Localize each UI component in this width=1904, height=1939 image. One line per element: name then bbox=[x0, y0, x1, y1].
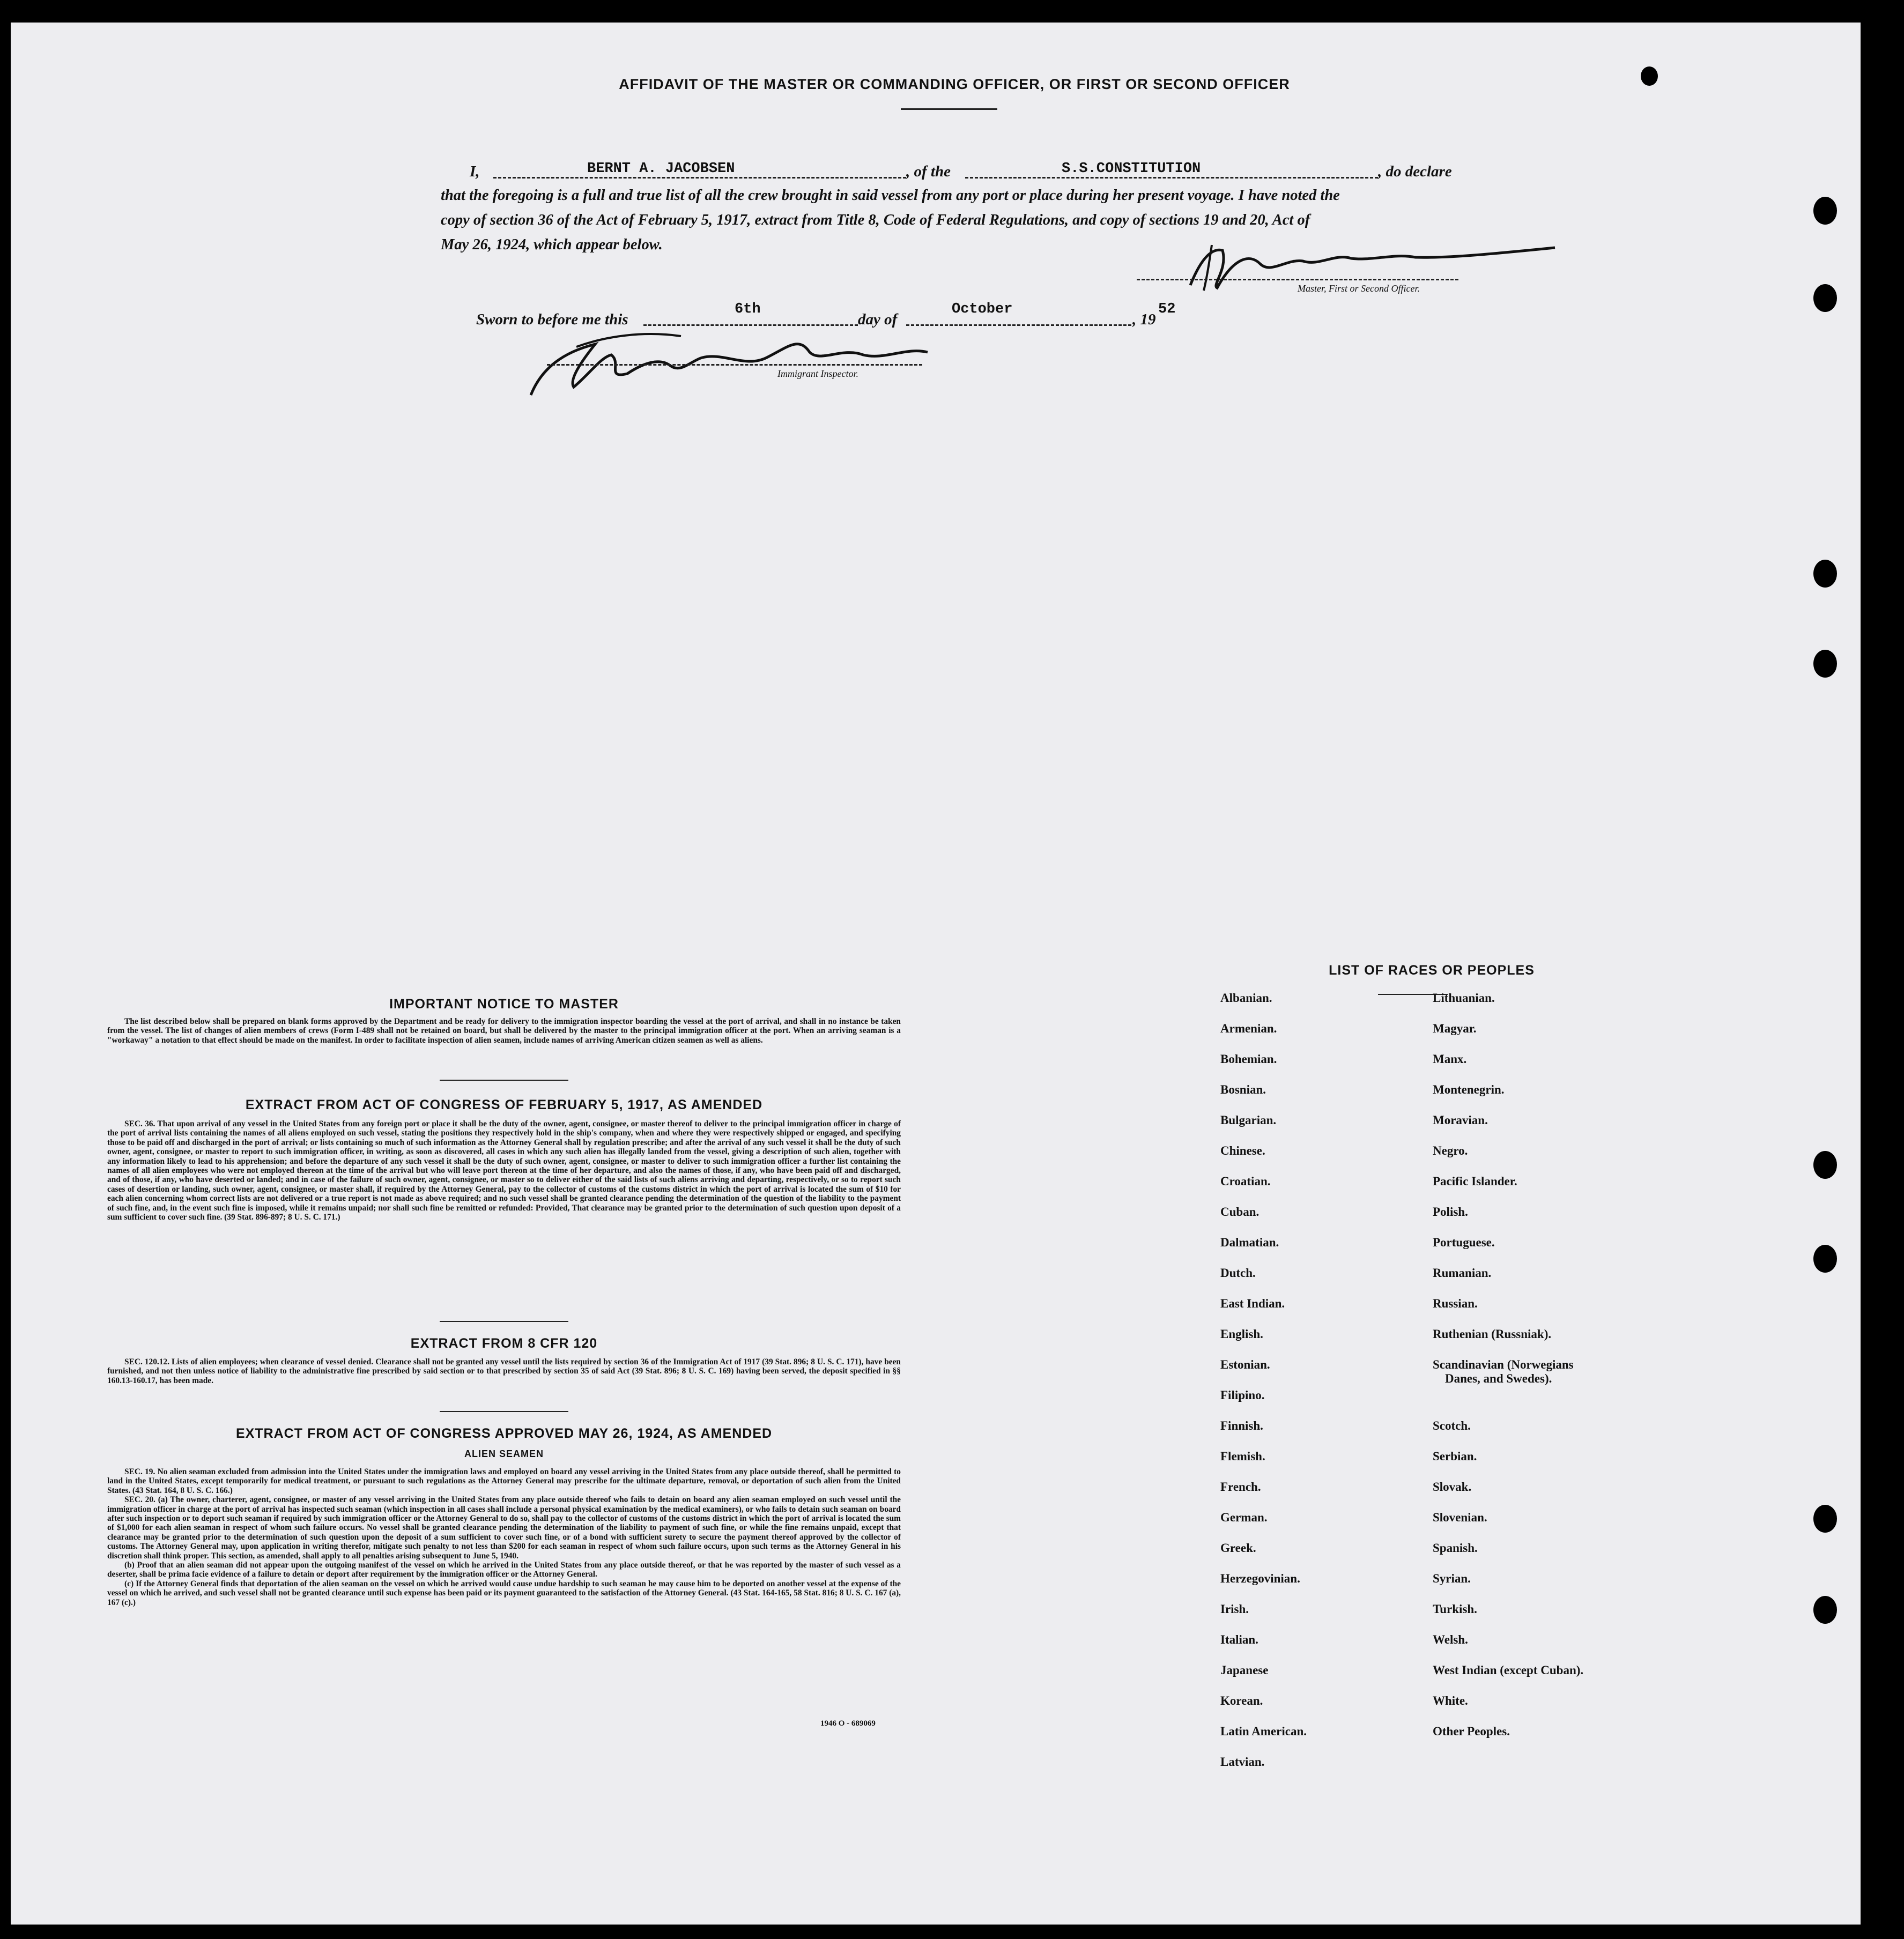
binder-hole bbox=[1813, 560, 1837, 588]
notice-paragraph: The list described below shall be prepared on blank forms approved by the Department and be ready for delivery to the immigration inspector boarding the vessel at the port of arrival, and shall in no instance be taken from the vessel. The list of changes of alien members of crews (Form I-489 shall not be retained on board, but shall be delivered by the master to the principal immigration officer at the port. When an arriving seaman is a "workaway" a notation to that effect should be made on the manifest. In order to facilitate inspection of alien seamen, include names of arriving American citizen seamen as well as aliens. bbox=[107, 1017, 901, 1045]
notice-rule bbox=[440, 1080, 568, 1081]
section-20c-paragraph: (c) If the Attorney General finds that deportation of the alien seaman on the vessel on which he arrived would cause undue hardship to such seaman he may cause him to be deported on another vessel at the expense of the vessel on which he arrived, and such vessel shall not be granted clearance until such expense has been paid or its payment guaranteed to the satisfaction of the Attorney General. (43 Stat. 164-165, 58 Stat. 816; 8 U. S. C. 167 (a), 167 (c).) bbox=[107, 1579, 901, 1607]
extract-1917-rule bbox=[440, 1321, 568, 1322]
race-item: East Indian. bbox=[1220, 1297, 1285, 1310]
race-item: Scotch. bbox=[1433, 1419, 1471, 1432]
alien-seamen-subheading: ALIEN SEAMEN bbox=[464, 1448, 544, 1459]
name-blank bbox=[493, 177, 906, 179]
race-item: Dalmatian. bbox=[1220, 1236, 1279, 1249]
master-name: BERNT A. JACOBSEN bbox=[587, 161, 735, 177]
affidavit-heading: AFFIDAVIT OF THE MASTER OR COMMANDING OFFICER, OR FIRST OR SECOND OFFICER bbox=[619, 76, 1290, 92]
race-item: Syrian. bbox=[1433, 1572, 1471, 1585]
year-prefix: , 19 bbox=[1132, 311, 1156, 328]
race-item: Montenegrin. bbox=[1433, 1083, 1505, 1096]
race-item: Pacific Islander. bbox=[1433, 1175, 1517, 1188]
section-20b-paragraph: (b) Proof that an alien seaman did not appear upon the outgoing manifest of the vessel on which he arrived in the United States from any place outside thereof, or that he was reported by the master of such vessel as a deserter, shall be prima facie evidence of a failure to detain or deport after requirement by the immigration officer or the Attorney General. bbox=[107, 1561, 901, 1579]
vessel-blank bbox=[965, 177, 1378, 179]
binder-hole bbox=[1641, 66, 1658, 86]
race-item: English. bbox=[1220, 1327, 1263, 1341]
cfr-heading: EXTRACT FROM 8 CFR 120 bbox=[410, 1336, 598, 1351]
print-code: 1946 O - 689069 bbox=[820, 1719, 876, 1728]
extract-1917-heading: EXTRACT FROM ACT OF CONGRESS OF FEBRUARY 5, 1917, AS AMENDED bbox=[245, 1097, 763, 1112]
race-item: Korean. bbox=[1220, 1694, 1263, 1707]
race-item: Turkish. bbox=[1433, 1602, 1477, 1616]
inspector-signature bbox=[520, 315, 960, 406]
master-caption: Master, First or Second Officer. bbox=[1298, 283, 1420, 294]
race-item: Lithuanian. bbox=[1433, 991, 1495, 1005]
month-value: October bbox=[952, 301, 1013, 317]
race-item: Albanian. bbox=[1220, 991, 1272, 1005]
race-item: Scandinavian (Norwegians Danes, and Swedes). bbox=[1433, 1358, 1574, 1385]
race-item: Flemish. bbox=[1220, 1450, 1265, 1463]
affidavit-line-3: copy of section 36 of the Act of February 5, 1917, extract from Title 8, Code of Federal Regulations, and copy of sections 19 and 20, Act of bbox=[441, 212, 1310, 228]
race-item: French. bbox=[1220, 1480, 1261, 1494]
race-item: Welsh. bbox=[1433, 1633, 1468, 1646]
binder-hole bbox=[1813, 197, 1837, 225]
master-signature-line bbox=[1137, 279, 1458, 280]
i-label: I, bbox=[470, 163, 480, 180]
cfr-text bbox=[107, 1357, 901, 1385]
race-item: Irish. bbox=[1220, 1602, 1249, 1616]
race-item: Other Peoples. bbox=[1433, 1725, 1510, 1738]
race-item: Serbian. bbox=[1433, 1450, 1477, 1463]
race-item: Latvian. bbox=[1220, 1755, 1265, 1769]
extract-1924-text bbox=[107, 1467, 901, 1607]
section-20a-paragraph: SEC. 20. (a) The owner, charterer, agent, consignee, or master of any vessel arriving in the United States from any place outside thereof who fails to detain on board any alien seaman employed on such vessel until the immigration officer in charge at the port of arrival has inspected such seaman (which inspection in all cases shall include a personal physical examination by the medical examiners), or who fails to detain such seaman on board after such inspection or to deport such seaman if required by such immigration officer or the Attorney General to do so, shall pay to the collector of customs of the customs district in which the port of arrival is located the sum of $1,000 for each alien seaman in respect of whom such failure occurs. No vessel shall be granted clearance pending the determination of the liability to payment of such fine, or while the fine remains unpaid, except that clearance may be granted prior to the determination of such question upon the deposit of a sum sufficient to cover such fine, or of a bond with sufficient surety to secure the payment thereof approved by the collector of customs. The Attorney General may, upon application in writing therefor, mitigate such penalty to not less than $200 for each seaman in respect of whom such failure occurs, upon such terms as the Attorney General in his discretion shall think proper. This section, as amended, shall apply to all penalties arising subsequent to June 5, 1940. bbox=[107, 1495, 901, 1561]
cfr-rule bbox=[440, 1411, 568, 1412]
race-item: West Indian (except Cuban). bbox=[1433, 1663, 1584, 1677]
race-item: Dutch. bbox=[1220, 1266, 1256, 1280]
race-item: Armenian. bbox=[1220, 1022, 1277, 1035]
race-item: Estonian. bbox=[1220, 1358, 1270, 1371]
notice-text bbox=[107, 1017, 901, 1045]
race-item: Japanese bbox=[1220, 1663, 1269, 1677]
race-item: Slovak. bbox=[1433, 1480, 1472, 1494]
day-value: 6th bbox=[735, 301, 761, 317]
day-of-label: day of bbox=[858, 311, 898, 328]
year-suffix: 52 bbox=[1158, 301, 1176, 317]
race-item: Polish. bbox=[1433, 1205, 1468, 1219]
affidavit-line-2: that the foregoing is a full and true list of all the crew brought in said vessel from any port or place during her present voyage. I have noted the bbox=[441, 187, 1340, 204]
binder-hole bbox=[1813, 1505, 1837, 1533]
race-item: Moravian. bbox=[1433, 1113, 1488, 1127]
race-item: Bulgarian. bbox=[1220, 1113, 1277, 1127]
do-declare-label: , do declare bbox=[1378, 163, 1452, 180]
races-heading: LIST OF RACES OR PEOPLES bbox=[1329, 963, 1535, 978]
affidavit-line-4: May 26, 1924, which appear below. bbox=[441, 236, 663, 253]
race-item: Bohemian. bbox=[1220, 1052, 1277, 1066]
binder-hole bbox=[1813, 1596, 1837, 1624]
race-item: Negro. bbox=[1433, 1144, 1468, 1157]
extract-1917-text bbox=[107, 1119, 901, 1222]
race-item: Russian. bbox=[1433, 1297, 1478, 1310]
race-item: Italian. bbox=[1220, 1633, 1258, 1646]
form-sheet bbox=[11, 23, 1861, 1925]
binder-hole bbox=[1813, 1151, 1837, 1179]
inspector-caption: Immigrant Inspector. bbox=[777, 368, 858, 379]
race-item: Slovenian. bbox=[1433, 1511, 1487, 1524]
notice-heading: IMPORTANT NOTICE TO MASTER bbox=[389, 997, 619, 1012]
sworn-label: Sworn to before me this bbox=[476, 311, 628, 328]
cfr-paragraph: SEC. 120.12. Lists of alien employees; when clearance of vessel denied. Clearance shall not be granted any vessel until the lists required by section 36 of the Immigration Act of 1917 (39 Stat. 896; 8 U. S. C. 171), have been furnished, and not then unless notice of liability to the administrative fine prescribed by said section or to that prescribed by section 35 of said Act (39 Stat. 896; 8 U. S. C. 169) having been served, the deposit specified in §§ 160.13-160.17, has been made. bbox=[107, 1357, 901, 1385]
race-item: Greek. bbox=[1220, 1541, 1256, 1555]
race-item: Magyar. bbox=[1433, 1022, 1477, 1035]
heading-rule bbox=[901, 108, 997, 110]
section-19-paragraph: SEC. 19. No alien seaman excluded from admission into the United States under the immigration laws and employed on board any vessel arriving in the United States from any place outside thereof, shall be permitted to land in the United States, except temporarily for medical treatment, or pursuant to such regulations as the Attorney General may prescribe for the ultimate departure, removal, or deportation of such alien from the United States. (43 Stat. 164, 8 U. S. C. 166.) bbox=[107, 1467, 901, 1495]
race-item: Filipino. bbox=[1220, 1388, 1265, 1402]
race-item: Rumanian. bbox=[1433, 1266, 1492, 1280]
race-item: Ruthenian (Russniak). bbox=[1433, 1327, 1552, 1341]
race-item: Latin American. bbox=[1220, 1725, 1307, 1738]
binder-hole bbox=[1813, 650, 1837, 678]
binder-hole bbox=[1813, 284, 1837, 312]
section-36-paragraph: SEC. 36. That upon arrival of any vessel in the United States from any foreign port or place it shall be the duty of the owner, agent, consignee, or master thereof to deliver to the principal immigration officer in charge of the port of arrival lists containing the names of all aliens employed on such vessel, stating the positions they respectively hold in the ship's company, when and where they were respectively shipped or engaged, and specifying those to be paid off and discharged in the port of arrival; or lists containing so much of such information as the Attorney General shall by regulation prescribe; and after the arrival of any such vessel it shall be the duty of such owner, agent, consignee, or master to report to such immigration officer, in writing, as soon as discovered, all cases in which any such alien has illegally landed from the vessel, giving a description of such alien, together with any information likely to lead to his apprehension; and before the departure of any such vessel it shall be the duty of such owner, agent, consignee, or master to deliver to such immigration officer a further list containing the names of all alien employees who were not employed thereon at the time of the arrival but who will leave port thereon at the time of her departure, and also the names of those, if any, who have been paid off and discharged, and of those, if any, who have deserted or landed; and in case of the failure of such owner, agent, consignee, or master so to deliver either of the said lists of such aliens arriving and departing, respectively, or so to report such cases of desertion or landing, such owner, agent, consignee, or master shall, if required by the Attorney General, pay to the collector of customs of the customs district in which the port of arrival is located the sum of $10 for each alien concerning whom correct lists are not delivered or a true report is not made as above required; and no such vessel shall be granted clearance pending the determination of the question of the liability to the payment of such fine, and, in the event such fine is imposed, while it remains unpaid; nor shall such fine be remitted or refunded: Provided, That clearance may be granted prior to the determination of such question upon deposit of a sum sufficient to cover such fine. (39 Stat. 896-897; 8 U. S. C. 171.) bbox=[107, 1119, 901, 1222]
race-item: Herzegovinian. bbox=[1220, 1572, 1300, 1585]
race-item: Bosnian. bbox=[1220, 1083, 1266, 1096]
race-item: Portuguese. bbox=[1433, 1236, 1495, 1249]
extract-1924-heading: EXTRACT FROM ACT OF CONGRESS APPROVED MAY 26, 1924, AS AMENDED bbox=[235, 1426, 773, 1441]
race-item: Cuban. bbox=[1220, 1205, 1260, 1219]
race-item: Chinese. bbox=[1220, 1144, 1265, 1157]
race-item: Croatian. bbox=[1220, 1175, 1271, 1188]
of-the-label: , of the bbox=[906, 163, 951, 180]
race-item: Manx. bbox=[1433, 1052, 1467, 1066]
binder-hole bbox=[1813, 1245, 1837, 1273]
race-item: German. bbox=[1220, 1511, 1268, 1524]
race-item: Finnish. bbox=[1220, 1419, 1263, 1432]
race-item: White. bbox=[1433, 1694, 1468, 1707]
inspector-signature-line bbox=[547, 364, 922, 366]
race-item: Spanish. bbox=[1433, 1541, 1478, 1555]
vessel-name: S.S.CONSTITUTION bbox=[1062, 161, 1201, 177]
